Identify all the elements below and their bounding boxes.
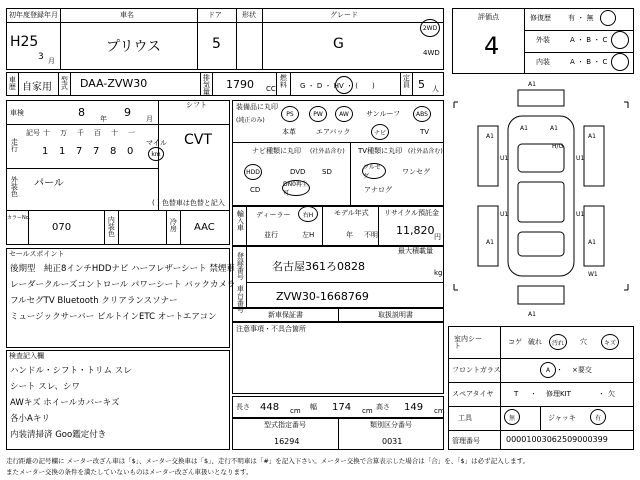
tv-item-oneseg: ワンセグ: [402, 168, 430, 176]
color-note: ( ) 色替車は色替と記入: [152, 199, 225, 207]
type-no: 16294: [274, 437, 300, 446]
fuel-options: G ・ D ・ HV ・ ( ): [300, 82, 375, 90]
notes-label: 注意事項・不具合箇所: [236, 325, 306, 333]
windshield-label: フロントガラス: [452, 366, 501, 374]
width: 174: [332, 402, 352, 413]
yen-unit: 円: [434, 233, 441, 241]
footer-line-2: またメーター交換の条件を満たしていないものはメーター改ざん車扱いとなります。: [6, 468, 253, 476]
mark-a1-rr: A1: [588, 239, 596, 246]
inspector-note-line: AWキズ ホイールカバーキズ: [10, 398, 120, 408]
mileage-digit: 1: [42, 146, 49, 157]
navi-item-hdd: HDD: [244, 164, 262, 180]
import-label: 輸入車: [236, 210, 245, 231]
exterior-c-circle: [611, 31, 629, 49]
equipment-item: 本革: [282, 128, 296, 136]
equipment-item-pw: PW: [309, 106, 327, 122]
spare-option: ・: [598, 390, 605, 398]
windshield-option: ×要交: [572, 366, 592, 374]
mileage-header-cell: 万: [60, 129, 67, 137]
mileage-digit: 0: [127, 146, 134, 157]
class-no: 0031: [382, 437, 403, 446]
navi-title: ナビ種類に丸印: [252, 147, 301, 155]
displacement-label: 排気量: [202, 74, 211, 95]
ac: AAC: [194, 222, 215, 233]
model-row: [6, 72, 444, 96]
height: 149: [404, 402, 424, 413]
repair-none-circle: [600, 10, 616, 26]
recycle-fee: 11,820: [396, 224, 435, 237]
evaluation-score: 4: [484, 32, 500, 60]
inspector-note-line: ハンドル・シフト・トリム スレ: [10, 366, 132, 376]
inspector-notes-label: 検査記入欄: [9, 352, 44, 360]
dealer: ディーラー: [256, 211, 291, 219]
ac-label: 冷房: [169, 218, 178, 232]
color-no-label: カラーNo.: [7, 215, 31, 221]
model-code: DAA-ZVW30: [80, 77, 148, 90]
header-row: [6, 8, 444, 70]
mark-a1-hood-r: A1: [550, 125, 558, 132]
navi-item-dvd-play: DN0再生可: [282, 180, 310, 196]
registration-month: 3: [38, 52, 44, 62]
equipment-item-navi: ナビ: [371, 124, 389, 140]
color-no: 070: [52, 222, 72, 233]
shape-label: 形状: [242, 11, 256, 19]
windshield-option-a: A: [540, 362, 556, 378]
equipment-item: TV: [420, 128, 430, 136]
kg-unit: kg: [434, 269, 443, 277]
equipment-item-abs: ABS: [413, 106, 431, 122]
sales-point-line: フルセグTV Bluetooth クリアランスソナー: [10, 296, 178, 306]
jack-label: ジャッキ: [548, 414, 576, 422]
mark-u1-fr: U1: [576, 155, 585, 162]
sales-point-line: ミュージックサーバー ビルトインETC オートエアコン: [10, 312, 217, 322]
displacement: 1790: [226, 78, 254, 91]
person-unit: 人: [432, 85, 439, 93]
year-unit: 年: [100, 115, 107, 123]
navi-item: SD: [322, 168, 332, 176]
inspector-note-line: シート スレ、シワ: [10, 382, 81, 392]
car-outline: [454, 90, 628, 304]
car-name: プリウス: [106, 39, 162, 55]
plate-label: 登録番号: [236, 252, 245, 280]
door-label: ドア: [208, 11, 222, 19]
equipment-item-sunroof: サンルーフ: [366, 110, 401, 118]
inspector-note-line: 各小Aキリ: [10, 414, 50, 424]
chassis-label: 車台番号: [236, 285, 245, 313]
plate-number: 名古屋361ろ0828: [272, 260, 365, 273]
width-label: 幅: [310, 403, 317, 411]
mileage-label: 走行: [10, 138, 19, 152]
mark-a1-rear: A1: [528, 311, 536, 318]
equipment-item-ps: PS: [281, 106, 299, 122]
manual-label: 取扱説明書: [378, 311, 413, 319]
tv-sub: (社外品含む): [408, 148, 443, 155]
mileage-digit: 7: [93, 146, 100, 157]
mark-a1-rl: A1: [486, 239, 494, 246]
mileage-header-cell: 十: [43, 129, 50, 137]
month-unit-2: 月: [146, 115, 153, 123]
fuel-hv-circle: [335, 76, 353, 94]
equipment-item: エアバック: [316, 128, 351, 136]
tools-circle: 無: [504, 409, 520, 425]
mileage-header-cell: 百: [94, 129, 101, 137]
tv-title: TV種類に丸印: [358, 147, 403, 155]
chassis-number: ZVW30-1668769: [276, 290, 369, 303]
shift-label: シフト: [186, 101, 207, 109]
manage-label: 管理番号: [452, 437, 480, 445]
mark-u1-rr: U1: [576, 211, 585, 218]
left-h: 左H: [302, 231, 315, 239]
car-name-label: 車名: [120, 11, 134, 19]
inspector-note-line: 内装清掃済 Goo鑑定付き: [10, 430, 107, 440]
interior-c-circle: [611, 53, 629, 71]
trim-label: 内装色: [107, 216, 116, 237]
mark-u1-fl: U1: [500, 155, 509, 162]
navi-item: DVD: [290, 168, 306, 176]
mark-a1-hood: A1: [520, 125, 528, 132]
seat-option: キズ: [601, 334, 619, 350]
spare-label: スペアタイヤ: [452, 390, 494, 398]
mark-u1-rl: U1: [500, 211, 509, 218]
mile-label: マイル: [146, 139, 167, 147]
mileage-digit: 1: [59, 146, 66, 157]
model-year-y: 年: [346, 231, 353, 239]
height-cm: cm: [434, 407, 445, 415]
max-load-label: 最大積載量: [398, 247, 433, 255]
capacity: 5: [418, 78, 425, 91]
fuel-label: 燃料: [279, 74, 288, 88]
seat-option: 穴: [580, 338, 587, 346]
inspection-label: 車検: [10, 109, 24, 117]
door-count: 5: [212, 36, 221, 52]
right-h-circle: 右H: [298, 206, 318, 222]
tv-item-analog: アナログ: [364, 186, 392, 194]
month-unit: 月: [48, 57, 55, 65]
exterior-label: 外装: [536, 36, 550, 44]
mileage-header-cell: 一: [128, 129, 135, 137]
spare-option: ・: [530, 390, 537, 398]
class-no-label: 類別区分番号: [370, 421, 412, 429]
equipment-item-aw: AW: [335, 106, 353, 122]
seat-option: コゲ: [508, 338, 522, 346]
exterior-options: A ・ B ・ C: [570, 36, 608, 44]
usage: 自家用: [22, 82, 52, 93]
tv-item-fullseg: フルセグ: [362, 163, 386, 179]
tools-label: 工具: [458, 414, 472, 422]
length-label: 長さ: [236, 403, 250, 411]
mark-a1-front: A1: [528, 81, 536, 88]
footer-line-1: 走行距離の記号欄に メーター改ざん車は「$」、メーター交換車は「$」、走行不明車は「#」を記入下さい。メーター交換で合算表示した場合は「合」を、「$」は必ず記入します。: [6, 457, 530, 465]
mark-w1: W1: [588, 271, 598, 278]
seat-option: 破れ: [528, 338, 542, 346]
mark-hg: H/G: [552, 143, 564, 150]
mileage-digit: 7: [76, 146, 83, 157]
mileage-header-cell: 記号: [26, 129, 40, 137]
mileage-header-cell: 十: [111, 129, 118, 137]
type-label: 型式: [60, 76, 69, 90]
recycle-label: リサイクル預託金: [384, 209, 440, 217]
sales-points-label: セールスポイント: [9, 250, 65, 258]
manage-number: 00001003062509000399: [506, 435, 608, 444]
inspection-month: 9: [124, 106, 131, 119]
mark-a1-fl: A1: [486, 133, 494, 140]
type-no-label: 型式指定番号: [264, 421, 306, 429]
model-year-unknown: 不明: [364, 231, 378, 239]
drive-4wd: 4WD: [423, 49, 440, 57]
parallel: 並行: [264, 231, 278, 239]
mileage-header-cell: 千: [77, 129, 84, 137]
inspection-year: 8: [78, 106, 85, 119]
spare-option: 欠: [608, 390, 615, 398]
shift: CVT: [184, 132, 212, 148]
capacity-label: 定員: [402, 74, 411, 88]
interior-seat-label: 室内シート: [454, 335, 482, 351]
height-label: 高さ: [376, 403, 390, 411]
color-label: 外装色: [10, 176, 19, 197]
grade: G: [333, 36, 344, 52]
windshield-option: ・: [556, 366, 563, 374]
km-circle: km: [148, 147, 164, 161]
width-cm: cm: [362, 407, 373, 415]
registration-era-year: H25: [10, 34, 39, 50]
jack-circle: 有: [590, 409, 606, 425]
equipment-title: 装備品に丸印: [236, 103, 278, 111]
mileage-digit: 8: [110, 146, 117, 157]
mark-a1-fr: A1: [588, 133, 596, 140]
sales-point-line: レーダークルーズコントロール パワーシート バックカメラ: [10, 280, 236, 290]
spare-option: 修理KIT: [546, 390, 571, 398]
sales-point-line: 後期型 純正8インチHDDナビ ハーフレザーシート 禁煙車: [10, 264, 235, 274]
length-cm: cm: [290, 407, 301, 415]
car-damage-diagram: [448, 76, 634, 320]
exterior-color: パール: [34, 178, 64, 189]
damage-marks: [486, 81, 598, 318]
equipment-subtitle: (純正のみ): [236, 117, 265, 124]
usage-label: 車歴: [8, 76, 17, 90]
grade-label: グレード: [330, 11, 358, 19]
length: 448: [260, 402, 280, 413]
navi-item-cd: CD: [250, 186, 261, 194]
warranty-label: 新車保証書: [268, 311, 303, 319]
seat-option: 汚れ: [549, 334, 567, 350]
reg-year-label: 初年度登録年月: [9, 11, 58, 19]
cc-unit: CC: [266, 85, 276, 93]
interior-options: A ・ B ・ C: [570, 58, 608, 66]
repair-label: 修復歴: [530, 14, 551, 22]
model-year-label: モデル年式: [334, 209, 369, 217]
score-label: 評価点: [478, 13, 499, 21]
repair-options: 有 ・ 無: [568, 14, 594, 22]
drive-2wd-circle: 2WD: [420, 19, 440, 37]
interior-label: 内装: [536, 58, 550, 66]
navi-sub: (社外品含む): [310, 148, 345, 155]
spare-option: T: [514, 390, 519, 398]
